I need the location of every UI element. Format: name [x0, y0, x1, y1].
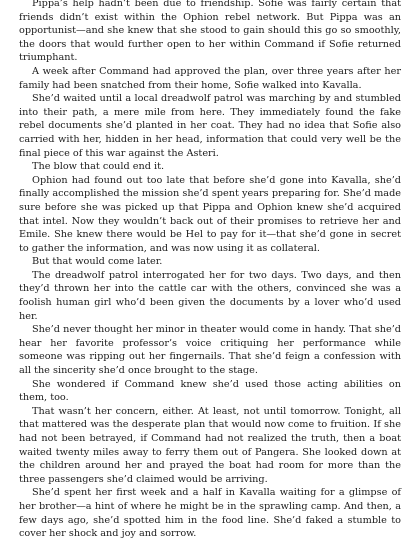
paragraph: A week after Command had approved the plan, over three years after her family had been snatched from their home, Sofie walked into Kavalla. [19, 65, 401, 91]
paragraph: She’d spent her first week and a half in Kavalla waiting for a glimpse of her brother—a hint of where he might be in the sprawling camp. And then, a few days ago, she’d spotted him in the food line. She’d faked a stumble to cover her shock and joy and sorrow. [19, 487, 401, 540]
paragraph: She’d waited until a local dreadwolf patrol was marching by and stumbled into their path, a mere mile from here. They immediately found the fake rebel documents she’d planted in her coat. They had no idea that Sofie also carried with her, hidden in her head, information that could very well be the final piece of this war against the Asteri. [19, 93, 401, 159]
paragraph: She’d never thought her minor in theater would come in handy. That she’d hear her favorite professor’s voice critiquing her performance while someone was ripping out her fingernails. That she’d feign a confession with all the sincerity she’d once brought to the stage. [19, 324, 401, 377]
body-text [19, 0, 401, 541]
paragraph: But that would come later. [32, 256, 163, 268]
paragraph: The blow that could end it. [32, 161, 165, 173]
paragraph: Ophion had found out too late that before she’d gone into Kavalla, she’d finally accomplished the mission she’d spent years preparing for. She’d made sure before she was picked up that Pippa and Ophion knew she’d acquired that intel. Now they wouldn’t back out of their promises to retrieve her and Emile. She knew there would be Hel to pay for it—that she’d gone in secret to gather the information, and was now using it as collateral. [19, 174, 401, 254]
paragraph: Pippa’s help hadn’t been due to friendship. Sofie was fairly certain that friends didn’t exist within the Ophion rebel network. But Pippa was an opportunist—and she knew that she stood to gain should this go so smoothly, the doors that would further open to her within Command if Sofie returned triumphant. [19, 0, 401, 64]
paragraph: The dreadwolf patrol interrogated her for two days. Two days, and then they’d thrown her into the cattle car with the others, convinced she was a foolish human girl who’d been given the documents by a lover who’d used her. [19, 269, 401, 322]
paragraph: That wasn’t her concern, either. At least, not until tomorrow. Tonight, all that mattered was the desperate plan that would now come to fruition. If she had not been betrayed, if Command had not realized the truth, then a boat waited twenty miles away to ferry them out of Pangera. She looked down at the children around her and prayed the boat had room for more than the three passengers she’d claimed would be arriving. [19, 405, 401, 485]
paragraph: She wondered if Command knew she’d used those acting abilities on them, too. [19, 378, 401, 404]
